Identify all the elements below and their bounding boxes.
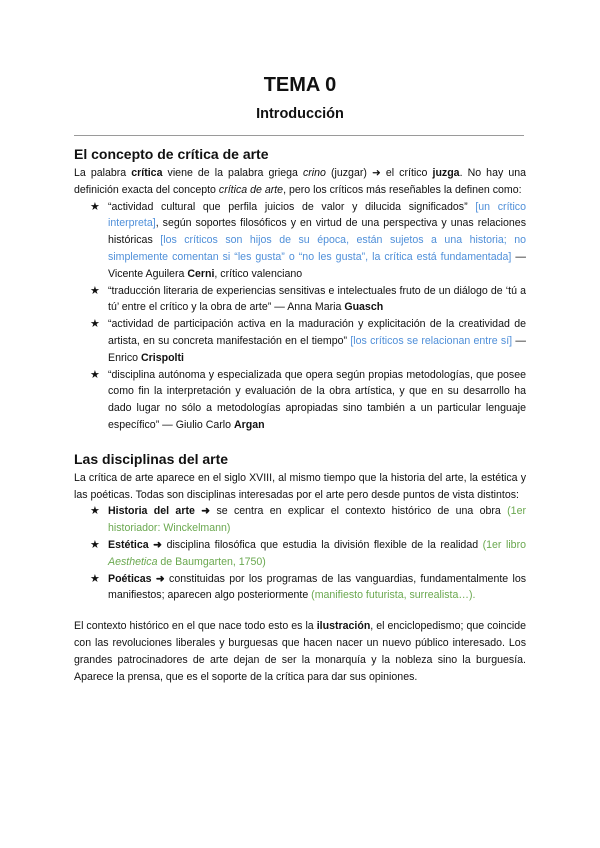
- annotation-note: de Baumgarten, 1750): [157, 555, 266, 568]
- quote-text: , según soportes filosóficos y en virtud de una perspectiva y unas relaciones históricas: [108, 217, 526, 247]
- discipline-term: Estética: [108, 538, 149, 551]
- section-paragraph-disciplinas: La crítica de arte aparece en el siglo XVIII, al mismo tiempo que la historia del arte, la estética y las poéticas. Todas son disciplinas interesadas por el arte pero desde puntos de vista distintos:: [74, 471, 526, 501]
- list-item: [74, 199, 526, 283]
- star-bullet-icon: ★: [90, 318, 100, 331]
- author-name: Cerni: [187, 267, 215, 280]
- spacer: [74, 604, 526, 618]
- text-run: . No hay una definición exacta del concepto: [74, 167, 526, 196]
- text-run: El contexto histórico en el que nace todo esto es la: [74, 620, 317, 633]
- definitions-list: [74, 199, 526, 434]
- discipline-term: Historia del arte: [108, 505, 195, 518]
- section-heading-concepto: El concepto de crítica de arte: [74, 146, 269, 162]
- arrow-icon: ➜: [194, 505, 217, 518]
- page-title: TEMA 0: [263, 74, 337, 96]
- annotation-note: (manifiesto futurista, surrealista…).: [311, 589, 476, 602]
- discipline-description: se centra en explicar el contexto histórico de una obra: [216, 505, 508, 518]
- author-name: Guasch: [344, 301, 384, 314]
- text-run: La palabra: [74, 167, 132, 179]
- section-heading-disciplinas: Las disciplinas del arte: [74, 450, 229, 467]
- list-item: [74, 316, 526, 366]
- page-subtitle: Introducción: [256, 106, 344, 122]
- title-divider: [74, 135, 524, 136]
- star-bullet-icon: ★: [90, 572, 100, 585]
- list-item: [74, 503, 526, 537]
- author-suffix: , crítico valenciano: [214, 267, 303, 280]
- list-item: [74, 537, 526, 571]
- discipline-term: Poéticas: [108, 572, 152, 585]
- text-run: viene de la palabra griega: [162, 167, 303, 179]
- list-item: [74, 283, 526, 317]
- annotation-note-italic: Aesthetica: [108, 555, 158, 568]
- star-bullet-icon: ★: [90, 284, 100, 297]
- discipline-description: constituidas por los programas de las vanguardias, fundamentalmente los manifiestos; aparecen algo posteriormente: [108, 572, 527, 602]
- author-prefix: — Vicente Aguilera: [108, 250, 526, 280]
- closing-paragraph: [74, 618, 526, 685]
- text-run: (juzgar) ➜ el crítico: [325, 167, 433, 179]
- discipline-description: disciplina filosófica que estudia la división flexible de la realidad: [166, 538, 483, 551]
- text-run: , el enciclopedismo; que coincide con las revoluciones liberales y burguesas que hacen nacer un nuevo público interesado. Los grandes patrocinadores de arte dejan de ser la monarquía y la nobleza sino la burguesía. Aparece la prensa, que es el soporte de la crítica para dar sus opiniones.: [74, 620, 527, 683]
- bold-term: crítica: [131, 167, 163, 179]
- arrow-icon: ➜: [148, 538, 167, 551]
- spacer: [74, 434, 526, 448]
- star-bullet-icon: ★: [90, 505, 100, 518]
- author-name: Crispolti: [140, 351, 184, 364]
- text-run: , pero los críticos más reseñables la definen como:: [283, 183, 522, 196]
- arrow-icon: ➜: [151, 572, 170, 585]
- author-name: Argan: [234, 418, 265, 431]
- quote-text: “actividad cultural que perfila juicios de valor y dilucida significados”: [108, 200, 468, 213]
- annotation-note: (1er libro: [482, 538, 526, 551]
- author-prefix: — Giulio Carlo: [159, 418, 235, 431]
- list-item: [74, 571, 526, 605]
- annotation-note: [los críticos son hijos de su época, están sujetos a una historia; no simplemente comentan si “les gusta” o “no les gusta”, la crítica está fundamentada]: [108, 234, 527, 263]
- italic-term: crino: [302, 167, 326, 179]
- section-paragraph-concepto: [74, 165, 526, 199]
- document-body: [74, 143, 526, 685]
- bold-term: juzga: [432, 167, 460, 179]
- annotation-note: [los críticos se relacionan entre sí]: [350, 334, 513, 347]
- list-item: [74, 367, 526, 434]
- quote-text: “actividad de participación activa en la maduración y explicitación de la creatividad de artista, en su concreta manifestación en el tiempo”: [108, 318, 526, 347]
- star-bullet-icon: ★: [90, 368, 100, 381]
- bold-term: ilustración: [316, 620, 371, 633]
- quote-text: “disciplina autónoma y especializada que opera según propias metodologías, que posee como fin la interpretación y evaluación de la obra artística, y que en su desarrollo ha dado lugar no sólo a metodologías apropiadas sino también a un particular lenguaje específico”: [108, 368, 526, 431]
- star-bullet-icon: ★: [90, 200, 100, 213]
- annotation-note: (1er historiador: Winckelmann): [108, 505, 526, 535]
- disciplines-list: [74, 503, 526, 604]
- italic-term: crítica de arte: [218, 183, 284, 196]
- annotation-note: [un crítico interpreta]: [108, 200, 526, 230]
- author-prefix: — Enrico: [108, 334, 526, 364]
- star-bullet-icon: ★: [90, 538, 100, 551]
- author-prefix: — Anna Maria: [271, 301, 345, 314]
- quote-text: “traducción literaria de experiencias sensitivas e intelectuales fruto de un diálogo de ‘tú a tú’ entre el crítico y la obra de arte”: [108, 284, 526, 314]
